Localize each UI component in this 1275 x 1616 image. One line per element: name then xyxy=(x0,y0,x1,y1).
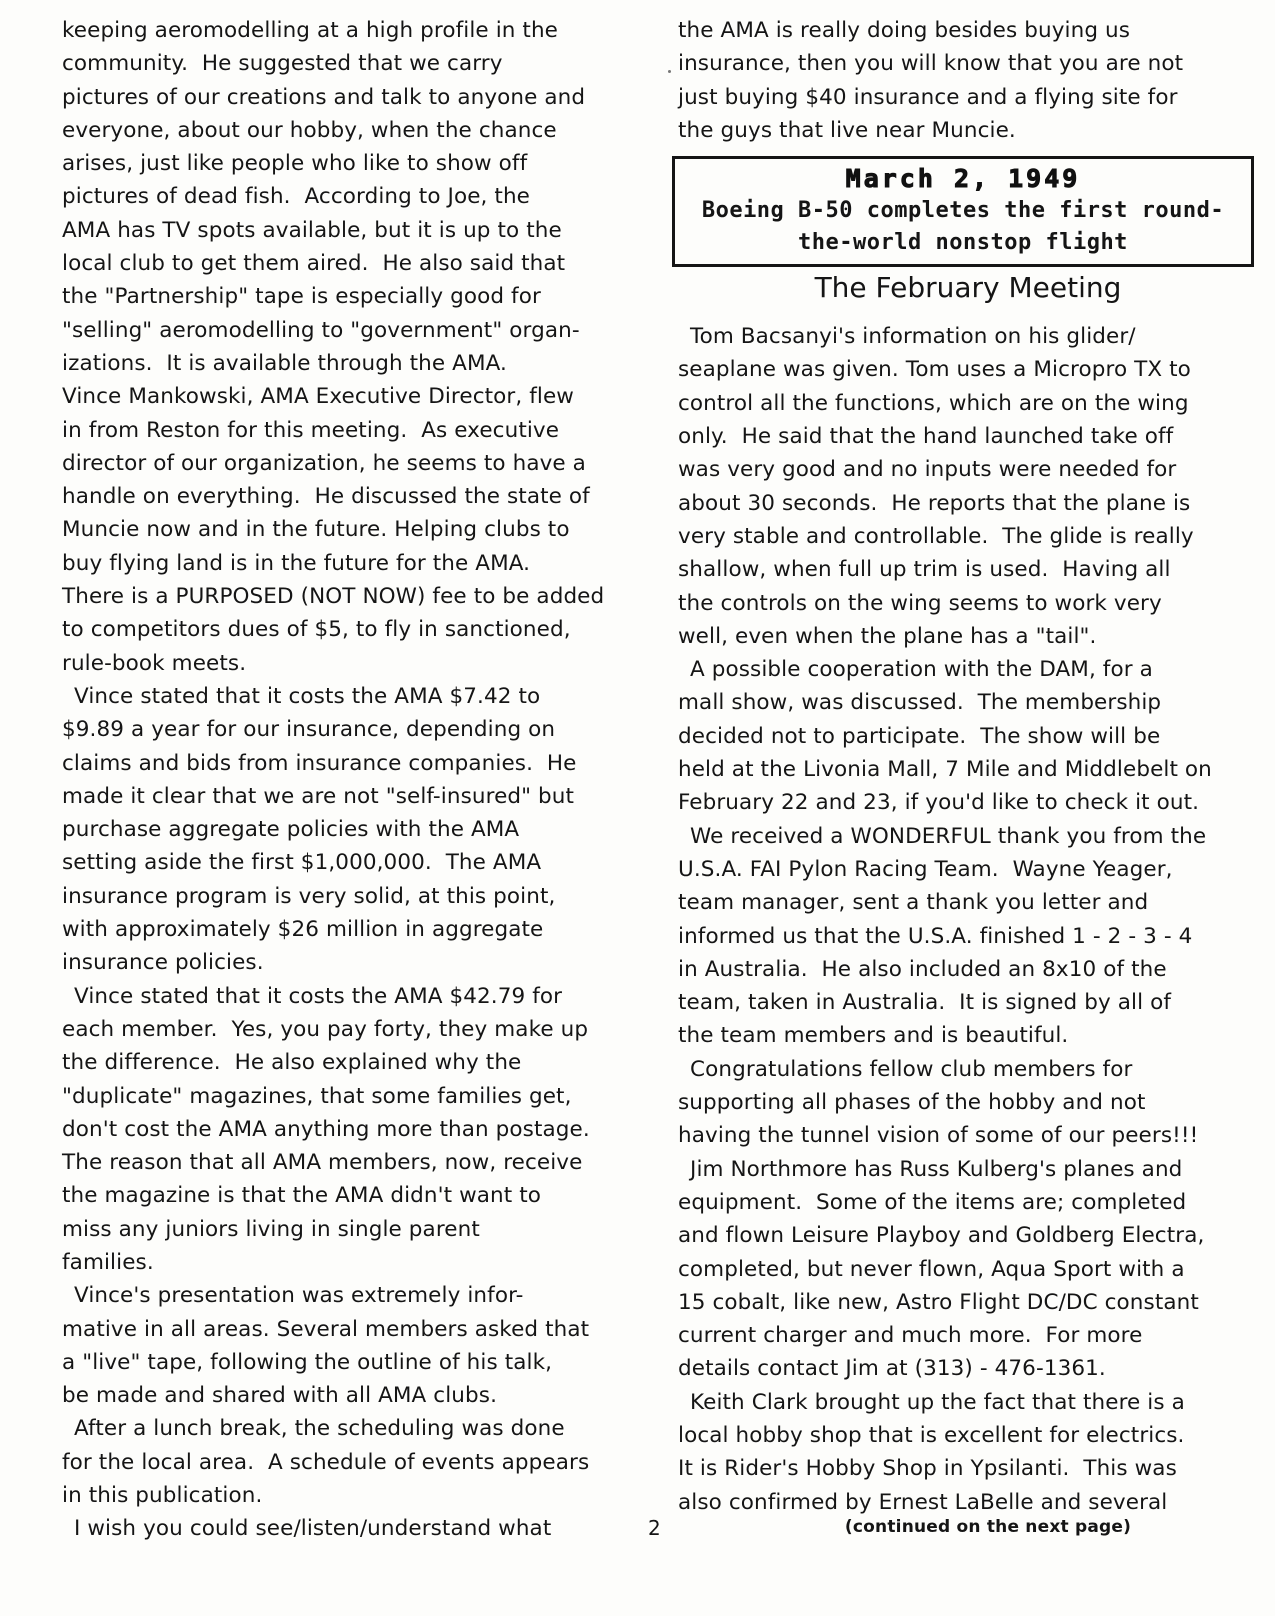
text-line: "duplicate" magazines, that some families get, xyxy=(62,1083,572,1109)
text-line: for the local area. A schedule of events appears xyxy=(62,1449,590,1475)
text-line: in this publication. xyxy=(62,1483,263,1509)
section-heading: The February Meeting xyxy=(814,271,1122,305)
text-line: rule-book meets. xyxy=(62,650,247,676)
text-line: with approximately $26 million in aggregate xyxy=(62,917,544,943)
text-line: insurance program is very solid, at this point, xyxy=(62,883,556,909)
text-line: very stable and controllable. The glide is really xyxy=(678,523,1194,549)
page-number: 2 xyxy=(648,1516,661,1540)
text-line: Vince's presentation was extremely infor- xyxy=(74,1283,524,1309)
text-line: held at the Livonia Mall, 7 Mile and Middlebelt on xyxy=(678,757,1212,783)
text-line: details contact Jim at (313) - 476-1361. xyxy=(678,1356,1106,1382)
text-line: There is a PURPOSED (NOT NOW) fee to be added xyxy=(62,584,605,610)
text-line: the guys that live near Muncie. xyxy=(678,117,1016,143)
text-line: insurance, then you will know that you are not xyxy=(678,51,1184,77)
text-line: about 30 seconds. He reports that the plane is xyxy=(678,490,1191,516)
text-line: control all the functions, which are on the wing xyxy=(678,390,1189,416)
text-line: the controls on the wing seems to work very xyxy=(678,590,1162,616)
text-line: izations. It is available through the AMA. xyxy=(62,350,507,376)
text-line: the "Partnership" tape is especially good for xyxy=(62,284,541,310)
right-column-top-text xyxy=(678,14,1258,147)
text-line: equipment. Some of the items are; completed xyxy=(678,1189,1187,1215)
text-line: supporting all phases of the hobby and not xyxy=(678,1090,1146,1116)
speck xyxy=(668,70,671,73)
left-column xyxy=(62,14,662,1546)
continued-note: (continued on the next page) xyxy=(844,1516,1132,1537)
text-line: After a lunch break, the scheduling was done xyxy=(74,1416,565,1442)
text-line: was very good and no inputs were needed for xyxy=(678,457,1177,483)
text-line: team manager, sent a thank you letter and xyxy=(678,890,1149,916)
text-line: in Australia. He also included an 8x10 of the xyxy=(678,956,1167,982)
text-line: Tom Bacsanyi's information on his glider/ xyxy=(690,324,1136,350)
text-line: a "live" tape, following the outline of his talk, xyxy=(62,1349,553,1375)
text-line: the team members and is beautiful. xyxy=(678,1023,1069,1049)
text-line: and flown Leisure Playboy and Goldberg Electra, xyxy=(678,1223,1205,1249)
text-line: arises, just like people who like to show off xyxy=(62,151,528,177)
text-line: community. He suggested that we carry xyxy=(62,51,503,77)
text-line: also confirmed by Ernest LaBelle and several xyxy=(678,1489,1168,1515)
text-line: just buying $40 insurance and a flying site for xyxy=(678,84,1178,110)
text-line: informed us that the U.S.A. finished 1 - 2 - 3 - 4 xyxy=(678,923,1193,949)
text-line: AMA has TV spots available, but it is up to the xyxy=(62,217,562,243)
text-line: the AMA is really doing besides buying us xyxy=(678,18,1131,43)
history-event-line-1: Boeing B-50 completes the first round- xyxy=(701,198,1225,224)
text-line: insurance policies. xyxy=(62,950,264,976)
text-line: It is Rider's Hobby Shop in Ypsilanti. This was xyxy=(678,1456,1177,1482)
text-line: Jim Northmore has Russ Kulberg's planes and xyxy=(690,1156,1183,1182)
text-line: families. xyxy=(62,1249,154,1275)
text-line: Congratulations fellow club members for xyxy=(690,1056,1133,1082)
text-line: seaplane was given. Tom uses a Micropro TX to xyxy=(678,357,1191,383)
text-line: everyone, about our hobby, when the chance xyxy=(62,117,557,143)
text-line: the difference. He also explained why the xyxy=(62,1050,522,1076)
text-line: only. He said that the hand launched take off xyxy=(678,424,1174,450)
text-line: purchase aggregate policies with the AMA xyxy=(62,817,520,843)
text-line: director of our organization, he seems to have a xyxy=(62,450,586,476)
text-line: each member. Yes, you pay forty, they make up xyxy=(62,1016,589,1042)
text-line: buy flying land is in the future for the AMA. xyxy=(62,550,531,576)
text-line: the magazine is that the AMA didn't want to xyxy=(62,1183,542,1209)
text-line: A possible cooperation with the DAM, for a xyxy=(690,657,1153,683)
text-line: miss any juniors living in single parent xyxy=(62,1216,480,1242)
history-event-line-2: the-world nonstop flight xyxy=(798,230,1128,256)
right-column xyxy=(678,14,1258,1537)
history-date: March 2, 1949 xyxy=(845,164,1081,194)
text-line: having the tunnel vision of some of our peers!!! xyxy=(678,1123,1199,1149)
text-line: The reason that all AMA members, now, receive xyxy=(62,1150,583,1176)
text-line: shallow, when full up trim is used. Having all xyxy=(678,557,1171,583)
text-line: pictures of our creations and talk to anyone and xyxy=(62,84,586,110)
text-line: February 22 and 23, if you'd like to check it out. xyxy=(678,790,1200,816)
text-line: local club to get them aired. He also said that xyxy=(62,251,566,277)
text-line: Keith Clark brought up the fact that there is a xyxy=(690,1389,1185,1415)
text-line: "selling" aeromodelling to "government" organ- xyxy=(62,317,580,343)
left-column-text xyxy=(62,14,662,1546)
text-line: be made and shared with all AMA clubs. xyxy=(62,1383,498,1409)
text-line: keeping aeromodelling at a high profile in the xyxy=(62,18,559,43)
text-line: well, even when the plane has a "tail". xyxy=(678,623,1097,649)
text-line: Muncie now and in the future. Helping clubs to xyxy=(62,517,570,543)
right-column-body-text xyxy=(678,320,1258,1519)
text-line: to competitors dues of $5, to fly in sanctioned, xyxy=(62,617,571,643)
text-line: pictures of dead fish. According to Joe, the xyxy=(62,184,530,210)
text-line: made it clear that we are not "self-insured" but xyxy=(62,783,575,809)
text-line: Vince Mankowski, AMA Executive Director, flew xyxy=(62,384,574,410)
text-line: Vince stated that it costs the AMA $7.42 to xyxy=(74,683,541,709)
text-line: 15 cobalt, like new, Astro Flight DC/DC constant xyxy=(678,1289,1199,1315)
text-line: completed, but never flown, Aqua Sport with a xyxy=(678,1256,1185,1282)
text-line: local hobby shop that is excellent for electrics. xyxy=(678,1422,1185,1448)
text-line: Vince stated that it costs the AMA $42.79 for xyxy=(74,983,563,1009)
text-line: handle on everything. He discussed the state of xyxy=(62,484,590,510)
text-line: claims and bids from insurance companies. He xyxy=(62,750,577,776)
text-line: in from Reston for this meeting. As executive xyxy=(62,417,560,443)
text-line: U.S.A. FAI Pylon Racing Team. Wayne Yeager, xyxy=(678,856,1173,882)
text-line: setting aside the first $1,000,000. The AMA xyxy=(62,850,542,876)
text-line: $9.89 a year for our insurance, depending on xyxy=(62,717,556,743)
text-line: team, taken in Australia. It is signed by all of xyxy=(678,990,1172,1016)
text-line: mall show, was discussed. The membership xyxy=(678,690,1162,716)
text-line: current charger and much more. For more xyxy=(678,1323,1143,1349)
text-line: mative in all areas. Several members asked that xyxy=(62,1316,590,1342)
text-line: decided not to participate. The show will be xyxy=(678,723,1161,749)
this-day-in-history-box xyxy=(672,156,1254,267)
text-line: I wish you could see/listen/understand what xyxy=(74,1516,552,1542)
text-line: We received a WONDERFUL thank you from the xyxy=(690,823,1207,849)
text-line: don't cost the AMA anything more than postage. xyxy=(62,1116,590,1142)
